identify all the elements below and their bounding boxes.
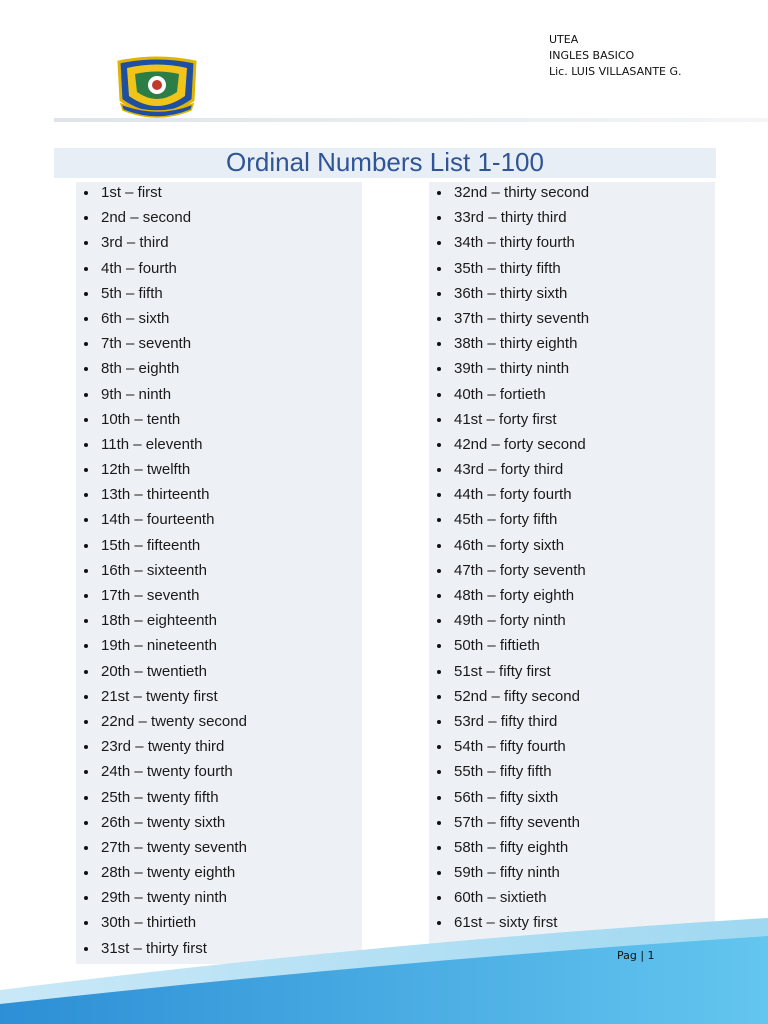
list-item: 10th – tenth: [76, 409, 362, 434]
list-item: 46th – forty sixth: [429, 535, 715, 560]
list-item: 12th – twelfth: [76, 459, 362, 484]
list-item: 26th – twenty sixth: [76, 812, 362, 837]
list-item: 27th – twenty seventh: [76, 837, 362, 862]
page-title: Ordinal Numbers List 1-100: [226, 147, 544, 177]
list-item: 33rd – thirty third: [429, 207, 715, 232]
header-teacher: Lic. LUIS VILLASANTE G.: [549, 65, 682, 78]
list-item: 31st – thirty first: [76, 938, 362, 963]
header-course: INGLES BASICO: [549, 49, 635, 62]
list-item: 14th – fourteenth: [76, 509, 362, 534]
list-item: 55th – fifty fifth: [429, 761, 715, 786]
list-item: 47th – forty seventh: [429, 560, 715, 585]
list-item: 29th – twenty ninth: [76, 887, 362, 912]
list-item: 58th – fifty eighth: [429, 837, 715, 862]
list-item: 13th – thirteenth: [76, 484, 362, 509]
list-item: 49th – forty ninth: [429, 610, 715, 635]
list-item: 44th – forty fourth: [429, 484, 715, 509]
list-item: 41st – forty first: [429, 409, 715, 434]
list-item: 60th – sixtieth: [429, 887, 715, 912]
list-item: 39th – thirty ninth: [429, 358, 715, 383]
list-item: 53rd – fifty third: [429, 711, 715, 736]
page-number: Pag | 1: [617, 949, 655, 962]
list-item: 2nd – second: [76, 207, 362, 232]
list-item: 48th – forty eighth: [429, 585, 715, 610]
list-item: 24th – twenty fourth: [76, 761, 362, 786]
list-item: 16th – sixteenth: [76, 560, 362, 585]
list-item: 4th – fourth: [76, 258, 362, 283]
header-institution: UTEA: [549, 33, 579, 46]
list-item: 19th – nineteenth: [76, 635, 362, 660]
list-item: 23rd – twenty third: [76, 736, 362, 761]
list-item: 6th – sixth: [76, 308, 362, 333]
list-item: 36th – thirty sixth: [429, 283, 715, 308]
list-item: 37th – thirty seventh: [429, 308, 715, 333]
list-item: 21st – twenty first: [76, 686, 362, 711]
list-item: 3rd – third: [76, 232, 362, 257]
list-item: 45th – forty fifth: [429, 509, 715, 534]
list-item: 1st – first: [76, 182, 362, 207]
list-item: 30th – thirtieth: [76, 912, 362, 937]
list-item: 34th – thirty fourth: [429, 232, 715, 257]
list-item: 25th – twenty fifth: [76, 787, 362, 812]
header-info: [549, 32, 682, 80]
list-item: 8th – eighth: [76, 358, 362, 383]
ordinal-list-right: [429, 182, 715, 964]
list-item: 22nd – twenty second: [76, 711, 362, 736]
list-item: 20th – twentieth: [76, 661, 362, 686]
list-item: 59th – fifty ninth: [429, 862, 715, 887]
university-seal-logo: [113, 56, 201, 120]
list-item: 18th – eighteenth: [76, 610, 362, 635]
list-item: 57th – fifty seventh: [429, 812, 715, 837]
list-item: 11th – eleventh: [76, 434, 362, 459]
list-item: 52nd – fifty second: [429, 686, 715, 711]
list-item: 35th – thirty fifth: [429, 258, 715, 283]
list-item: 56th – fifty sixth: [429, 787, 715, 812]
list-item: 5th – fifth: [76, 283, 362, 308]
list-item: 42nd – forty second: [429, 434, 715, 459]
list-item: 50th – fiftieth: [429, 635, 715, 660]
list-item: 28th – twenty eighth: [76, 862, 362, 887]
list-item: 7th – seventh: [76, 333, 362, 358]
list-item: 9th – ninth: [76, 384, 362, 409]
list-item: 15th – fifteenth: [76, 535, 362, 560]
footer-wave-decoration: [0, 900, 768, 1024]
header-divider: [54, 118, 768, 122]
list-item: 38th – thirty eighth: [429, 333, 715, 358]
list-item: 61st – sixty first: [429, 912, 715, 937]
ordinal-list-left: [76, 182, 362, 964]
list-item: 32nd – thirty second: [429, 182, 715, 207]
list-item: 40th – fortieth: [429, 384, 715, 409]
list-item: 51st – fifty first: [429, 661, 715, 686]
list-item: 54th – fifty fourth: [429, 736, 715, 761]
list-item: 43rd – forty third: [429, 459, 715, 484]
list-item: 17th – seventh: [76, 585, 362, 610]
